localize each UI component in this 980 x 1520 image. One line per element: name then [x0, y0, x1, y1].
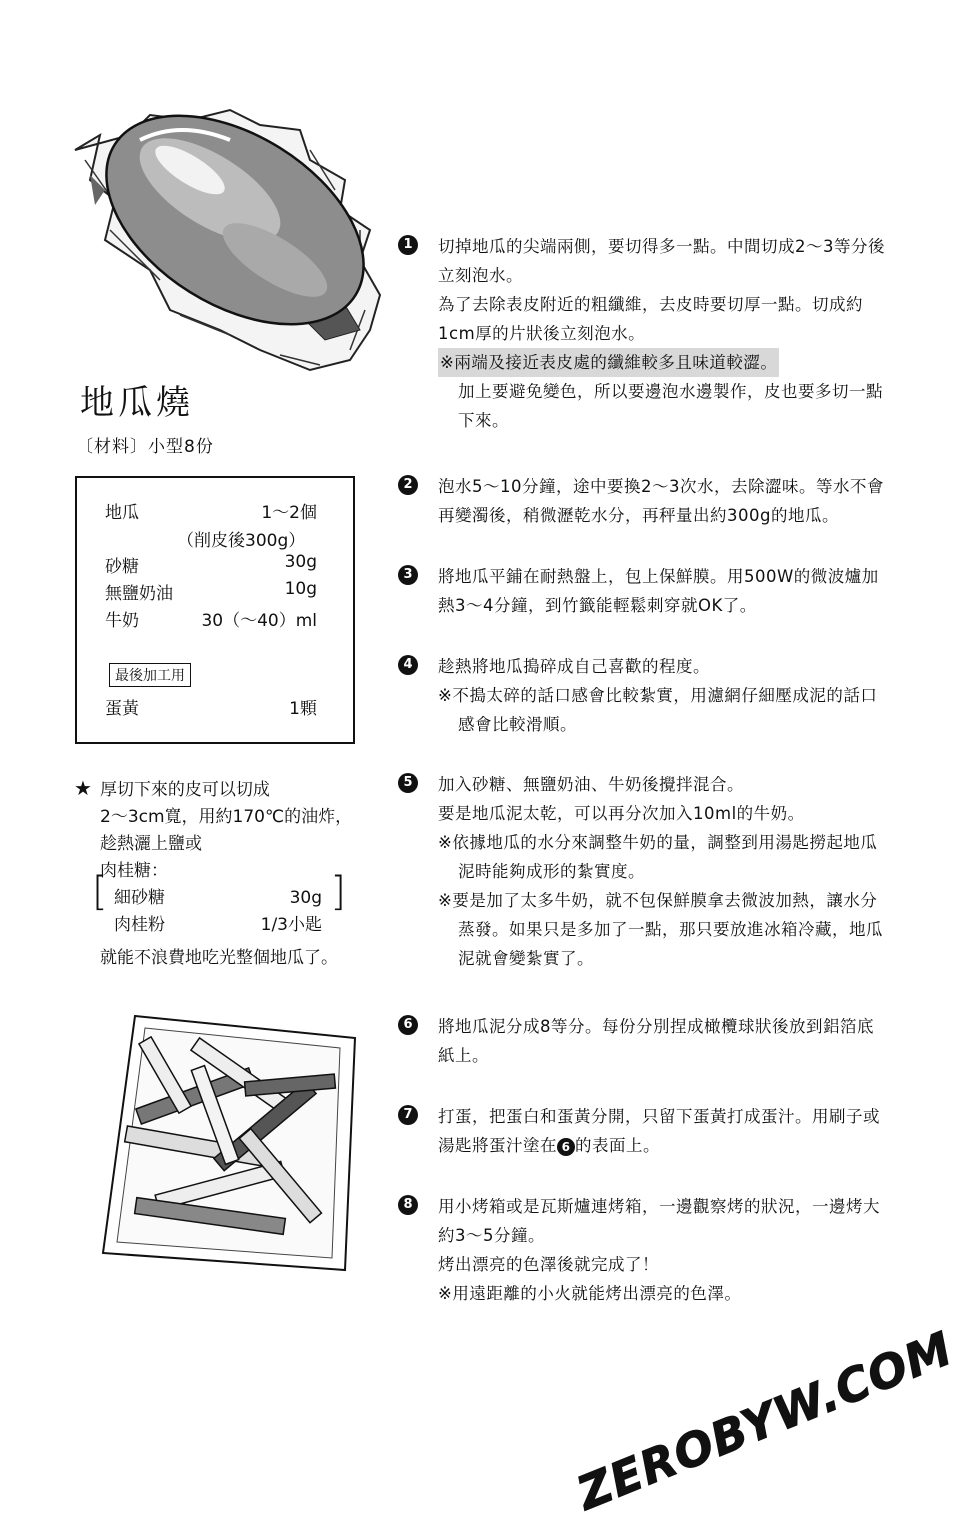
ingredient-name: 蛋黃: [105, 699, 139, 719]
step-line: 泡水5〜10分鐘，途中要換2〜3次水，去除澀味。等水不會: [438, 477, 884, 496]
step-line: 泥時能夠成形的紮實度。: [458, 862, 645, 881]
step-7: [398, 1102, 908, 1160]
watermark-logo: ZEROBYW.COM: [569, 1320, 960, 1520]
step-line: 加入砂糖、無鹽奶油、牛奶後攪拌混合。: [438, 775, 744, 794]
star-icon: ★: [74, 776, 92, 800]
step-3: [398, 562, 908, 620]
step-line: 1cm厚的片狀後立刻泡水。: [438, 324, 646, 343]
step-line: 立刻泡水。: [438, 266, 523, 285]
step-number: 7: [398, 1105, 418, 1125]
step-line: 蒸發。如果只是多加了一點，那只要放進冰箱冷藏，地瓜: [458, 920, 883, 939]
sub-item-qty: 1/3小匙: [260, 915, 322, 935]
ingredient-qty: 1顆: [289, 699, 317, 719]
step-line: ※用遠距離的小火就能烤出漂亮的色澤。: [438, 1284, 742, 1303]
step-8: [398, 1192, 908, 1308]
step-line: 為了去除表皮附近的粗纖維，去皮時要切厚一點。切成約: [438, 295, 863, 314]
step-line: 再變濁後，稍微瀝乾水分，再秤量出約300g的地瓜。: [438, 506, 839, 525]
ingredient-qty: 10g: [284, 579, 317, 599]
step-line: 熱3〜4分鐘，到竹籤能輕鬆刺穿就OK了。: [438, 596, 757, 615]
step-6: [398, 1012, 908, 1070]
step-line-with-ref: [438, 1131, 908, 1160]
recipe-title: 地瓜燒: [80, 383, 194, 423]
step-line: ※依據地瓜的水分來調整牛奶的量，調整到用湯匙撈起地瓜: [438, 833, 878, 852]
step-line: 趁熱將地瓜搗碎成自己喜歡的程度。: [438, 657, 710, 676]
note-line: 就能不浪費地吃光整個地瓜了。: [100, 948, 338, 968]
note-line: 肉桂糖：: [100, 861, 168, 881]
step-line: 下來。: [458, 411, 509, 430]
step-line: 烤出漂亮的色澤後就完成了！: [438, 1255, 659, 1274]
note-line: 厚切下來的皮可以切成: [99, 780, 270, 800]
step-line: 將地瓜泥分成8等分。每份分別捏成橄欖球狀後放到鋁箔底: [438, 1017, 874, 1036]
step-number: 2: [398, 475, 418, 495]
step-number: 1: [398, 235, 418, 255]
step-reference-badge: 6: [557, 1138, 575, 1156]
ingredient-qty: 30g: [284, 552, 317, 572]
note-line: 趁熱灑上鹽或: [100, 834, 202, 854]
step-line: 切掉地瓜的尖端兩側，要切得多一點。中間切成2〜3等分後: [438, 237, 885, 256]
step-5: [398, 770, 908, 973]
ingredients-box: [75, 476, 355, 744]
step-4: [398, 652, 908, 739]
fried-peel-illustration: [95, 1008, 365, 1278]
ingredient-note: （削皮後300g）: [177, 531, 306, 551]
step-number: 6: [398, 1015, 418, 1035]
bracket-right: ]: [330, 869, 346, 915]
ingredient-name: 無鹽奶油: [105, 584, 173, 604]
star-note: [74, 775, 352, 972]
step-line-part: 湯匙將蛋汁塗在: [438, 1136, 557, 1155]
step-line-part: 的表面上。: [575, 1136, 660, 1155]
sub-item-qty: 30g: [289, 888, 322, 908]
step-1: [398, 232, 908, 435]
ingredient-name: 地瓜: [105, 503, 139, 523]
sub-item-name: 肉桂粉: [114, 915, 165, 935]
step-line: 紙上。: [438, 1046, 489, 1065]
ingredient-name: 砂糖: [105, 557, 139, 577]
step-2: [398, 472, 908, 530]
step-line: 打蛋，把蛋白和蛋黃分開，只留下蛋黃打成蛋汁。用刷子或: [438, 1107, 880, 1126]
step-line: 用小烤箱或是瓦斯爐連烤箱，一邊觀察烤的狀況，一邊烤大: [438, 1197, 880, 1216]
final-finishing-label: 最後加工用: [109, 663, 191, 687]
ingredient-name: 牛奶: [105, 611, 139, 631]
step-number: 4: [398, 655, 418, 675]
step-number: 3: [398, 565, 418, 585]
step-line: ※不搗太碎的話口感會比較紮實，用濾網仔細壓成泥的話口: [438, 686, 878, 705]
highlight-note: ※兩端及接近表皮處的纖維較多且味道較澀。: [438, 348, 779, 377]
ingredient-qty: 30（〜40）ml: [201, 611, 317, 631]
ingredients-subtitle: 〔材料〕小型8份: [76, 437, 214, 457]
step-line: 要是地瓜泥太乾，可以再分次加入10ml的牛奶。: [438, 804, 805, 823]
step-number: 5: [398, 773, 418, 793]
step-line: 感會比較滑順。: [458, 715, 577, 734]
step-line: 泥就會變紮實了。: [458, 949, 594, 968]
step-number: 8: [398, 1195, 418, 1215]
ingredient-qty: 1〜2個: [261, 503, 317, 523]
note-line: 2〜3cm寬，用約170℃的油炸，: [100, 807, 353, 827]
bracket-left: [: [92, 869, 108, 915]
step-line: 加上要避免變色，所以要邊泡水邊製作，皮也要多切一點: [458, 382, 883, 401]
step-line: ※要是加了太多牛奶，就不包保鮮膜拿去微波加熱，讓水分: [438, 891, 878, 910]
sub-item-name: 細砂糖: [114, 888, 165, 908]
step-line: 約3〜5分鐘。: [438, 1226, 545, 1245]
sweet-potato-illustration: [60, 80, 390, 380]
step-line: 將地瓜平鋪在耐熱盤上，包上保鮮膜。用500W的微波爐加: [438, 567, 879, 586]
